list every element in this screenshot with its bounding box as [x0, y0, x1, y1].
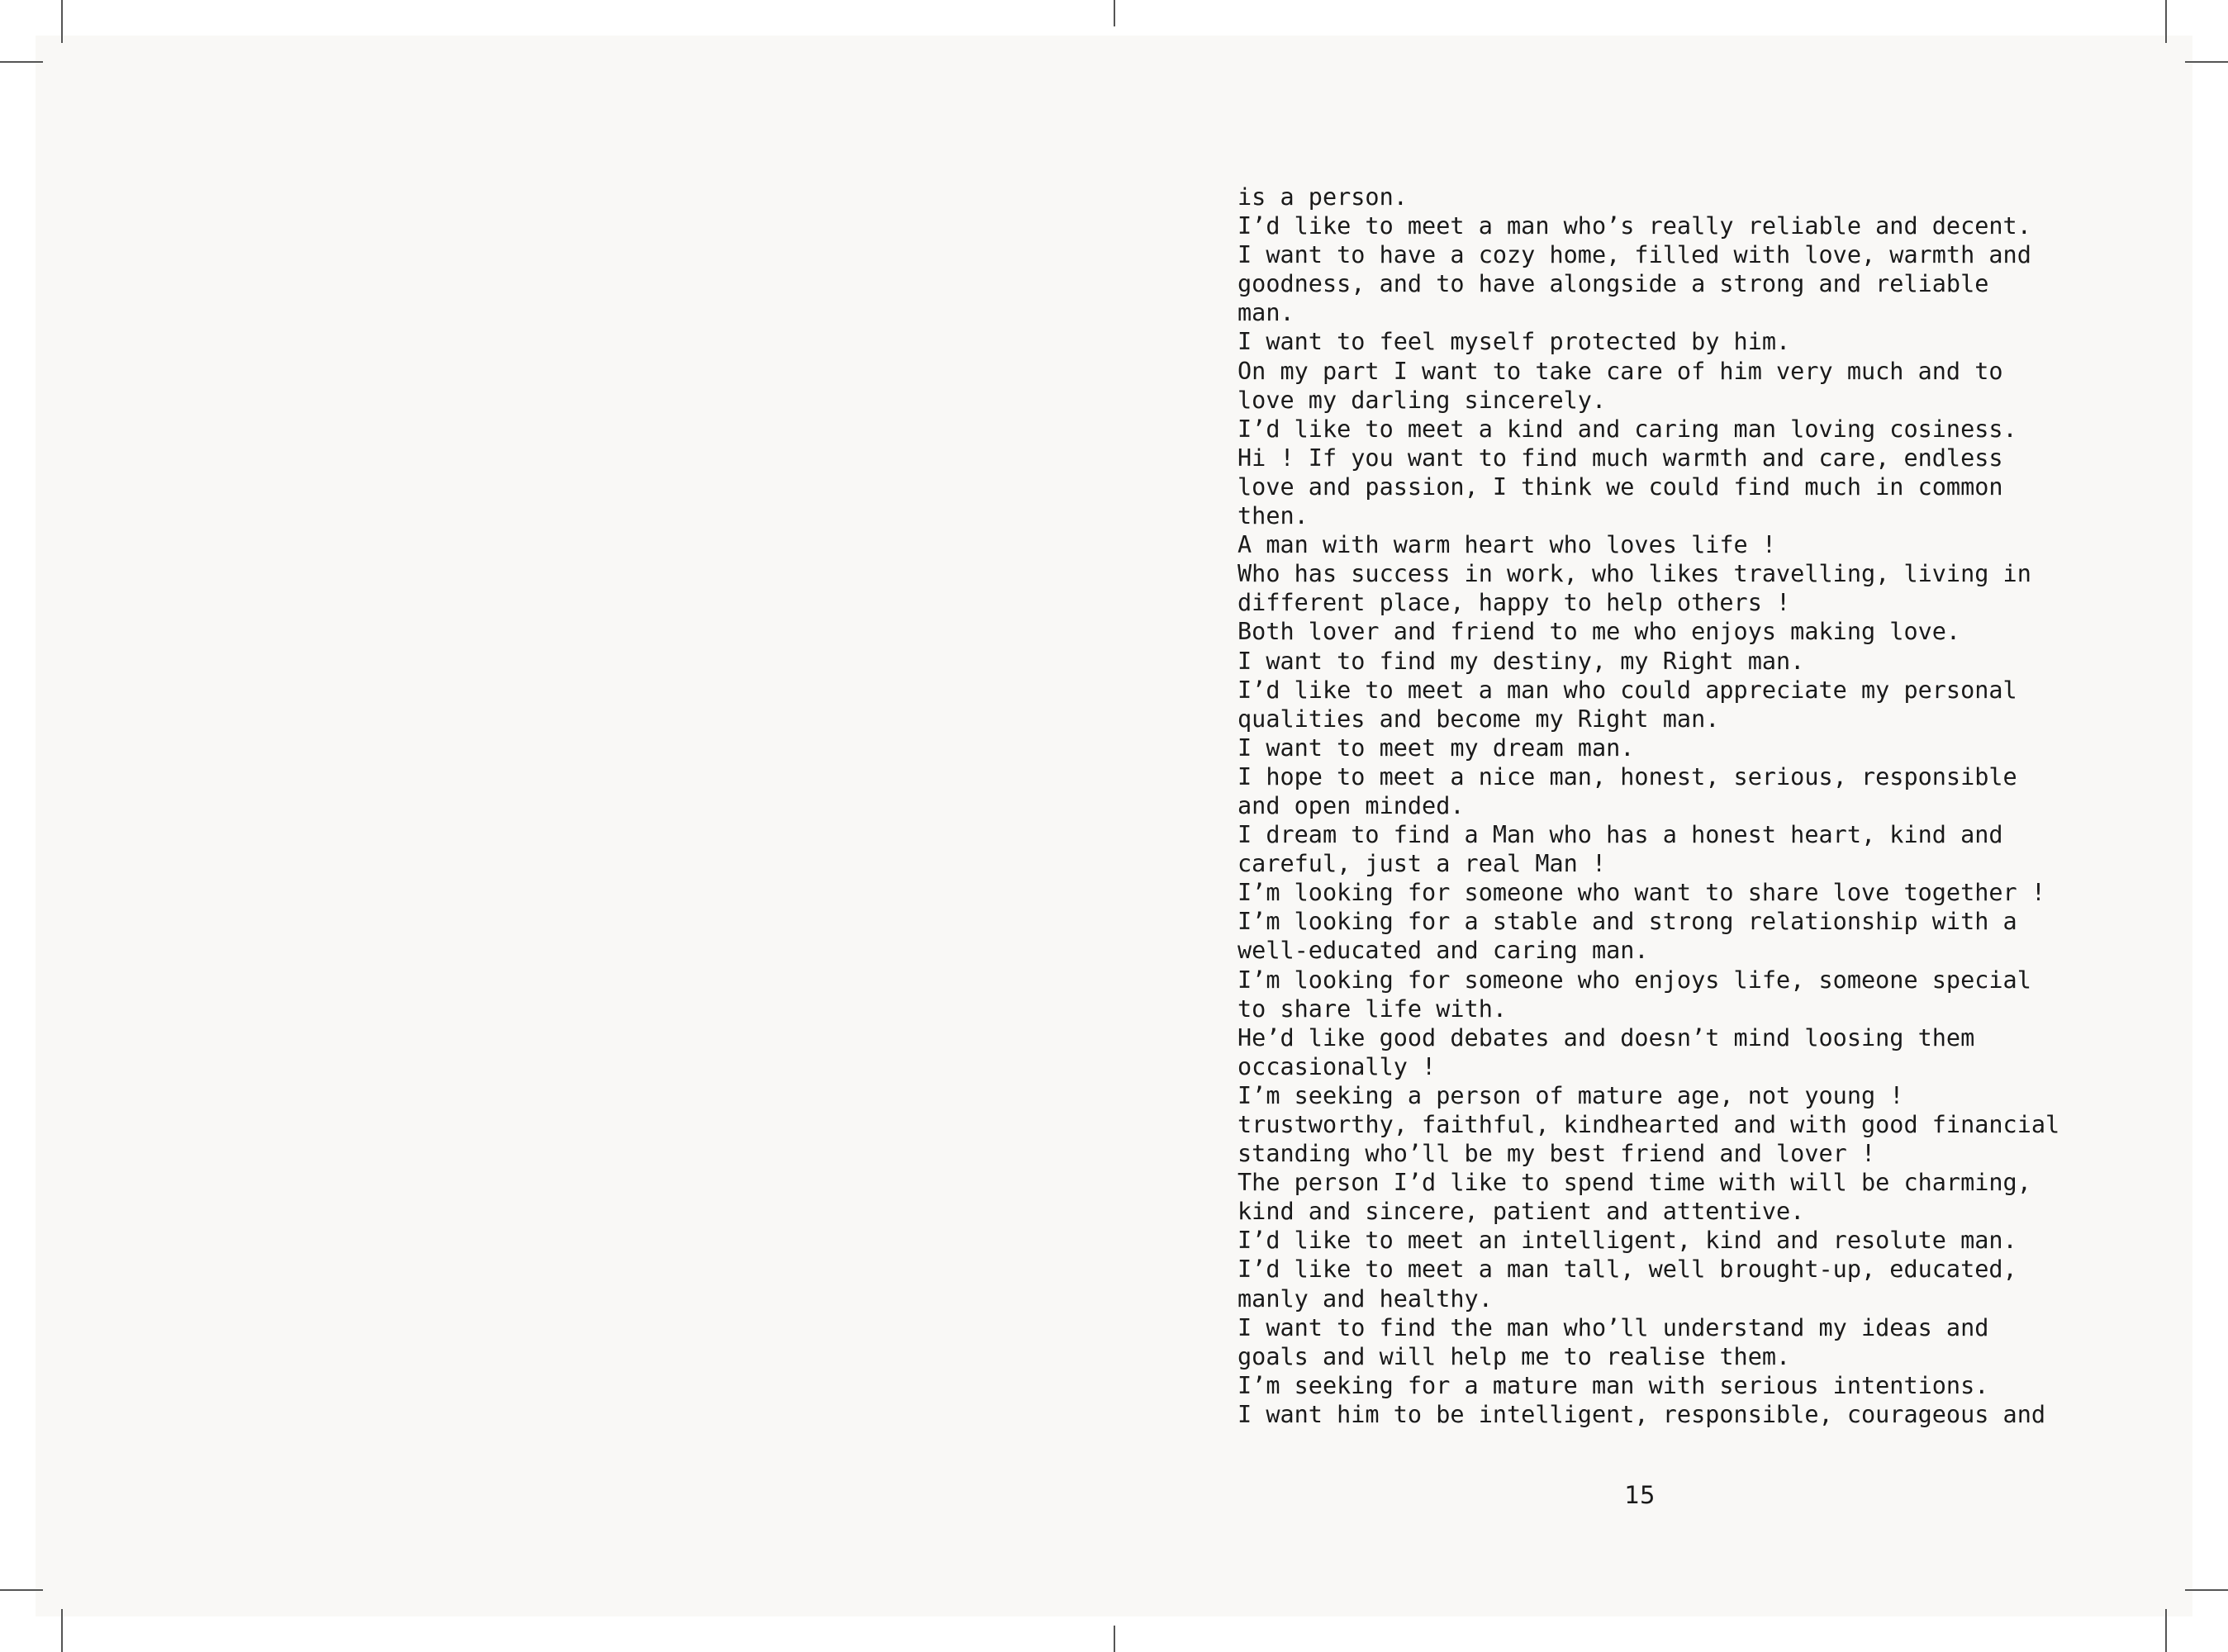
text-line: goodness, and to have alongside a strong and reliable	[1238, 270, 1989, 298]
text-line: standing who’ll be my best friend and lover !	[1238, 1140, 1876, 1168]
crop-mark-right-bottom	[2185, 1589, 2228, 1591]
text-line: is a person.	[1238, 183, 1408, 211]
text-line: I’d like to meet a man who’s really reliable and decent.	[1238, 212, 2031, 240]
crop-mark-left-top	[0, 61, 43, 63]
text-line: A man with warm heart who loves life !	[1238, 531, 1777, 559]
body-text	[1238, 183, 2105, 1429]
text-line: love and passion, I think we could find much in common	[1238, 472, 2003, 501]
text-line: I want to find my destiny, my Right man.	[1238, 647, 1805, 675]
text-line: I want him to be intelligent, responsible, courageous and	[1238, 1400, 2046, 1428]
text-line: kind and sincere, patient and attentive.	[1238, 1198, 1805, 1226]
text-line: I want to find the man who’ll understand my ideas and	[1238, 1313, 1989, 1341]
text-line: Both lover and friend to me who enjoys making love.	[1238, 618, 1961, 646]
text-line: goals and will help me to realise them.	[1238, 1342, 1791, 1370]
text-line: and open minded.	[1238, 791, 1465, 819]
crop-mark-bottom-center	[1114, 1626, 1115, 1652]
text-line: I’m looking for a stable and strong relationship with a	[1238, 908, 2017, 936]
text-line: Hi ! If you want to find much warmth and care, endless	[1238, 444, 2003, 472]
text-line: I want to meet my dream man.	[1238, 733, 1635, 762]
text-line: love my darling sincerely.	[1238, 386, 1607, 414]
text-line: I’m seeking a person of mature age, not young !	[1238, 1081, 1904, 1109]
text-line: to share life with.	[1238, 995, 1508, 1023]
text-line: I hope to meet a nice man, honest, serious, responsible	[1238, 762, 2017, 790]
text-line: On my part I want to take care of him very much and to	[1238, 357, 2003, 385]
text-line: I’m looking for someone who want to share love together !	[1238, 879, 2046, 907]
text-line: The person I’d like to spend time with will be charming,	[1238, 1169, 2031, 1197]
text-line: I want to feel myself protected by him.	[1238, 328, 1791, 356]
text-line: I dream to find a Man who has a honest heart, kind and	[1238, 821, 2003, 849]
page-number: 15	[1624, 1481, 1656, 1509]
text-line: well-educated and caring man.	[1238, 937, 1649, 965]
crop-mark-top-left	[61, 0, 63, 43]
crop-mark-bottom-right	[2165, 1609, 2167, 1652]
text-line: different place, happy to help others !	[1238, 589, 1791, 617]
crop-mark-top-center	[1114, 0, 1115, 26]
text-line: I’m seeking for a mature man with serious intentions.	[1238, 1371, 1989, 1399]
text-line: I’d like to meet an intelligent, kind and resolute man.	[1238, 1227, 2017, 1255]
text-line: occasionally !	[1238, 1052, 1437, 1080]
crop-mark-bottom-left	[61, 1609, 63, 1652]
text-line: careful, just a real Man !	[1238, 850, 1607, 878]
crop-mark-left-bottom	[0, 1589, 43, 1591]
text-line: then.	[1238, 502, 1309, 530]
text-line: qualities and become my Right man.	[1238, 705, 1720, 733]
text-line: trustworthy, faithful, kindhearted and with good financial	[1238, 1111, 2060, 1138]
crop-mark-top-right	[2165, 0, 2167, 43]
text-line: I’d like to meet a man tall, well brought-up, educated,	[1238, 1256, 2017, 1284]
text-line: manly and healthy.	[1238, 1284, 1493, 1313]
text-line: I’m looking for someone who enjoys life, someone special	[1238, 966, 2031, 994]
text-line: Who has success in work, who likes travelling, living in	[1238, 560, 2031, 588]
text-line: I’d like to meet a kind and caring man loving cosiness.	[1238, 415, 2017, 443]
crop-mark-right-top	[2185, 61, 2228, 63]
text-line: I’d like to meet a man who could appreciate my personal	[1238, 676, 2017, 704]
text-line: He’d like good debates and doesn’t mind loosing them	[1238, 1023, 1975, 1051]
text-line: I want to have a cozy home, filled with love, warmth and	[1238, 241, 2031, 269]
text-line: man.	[1238, 299, 1295, 327]
